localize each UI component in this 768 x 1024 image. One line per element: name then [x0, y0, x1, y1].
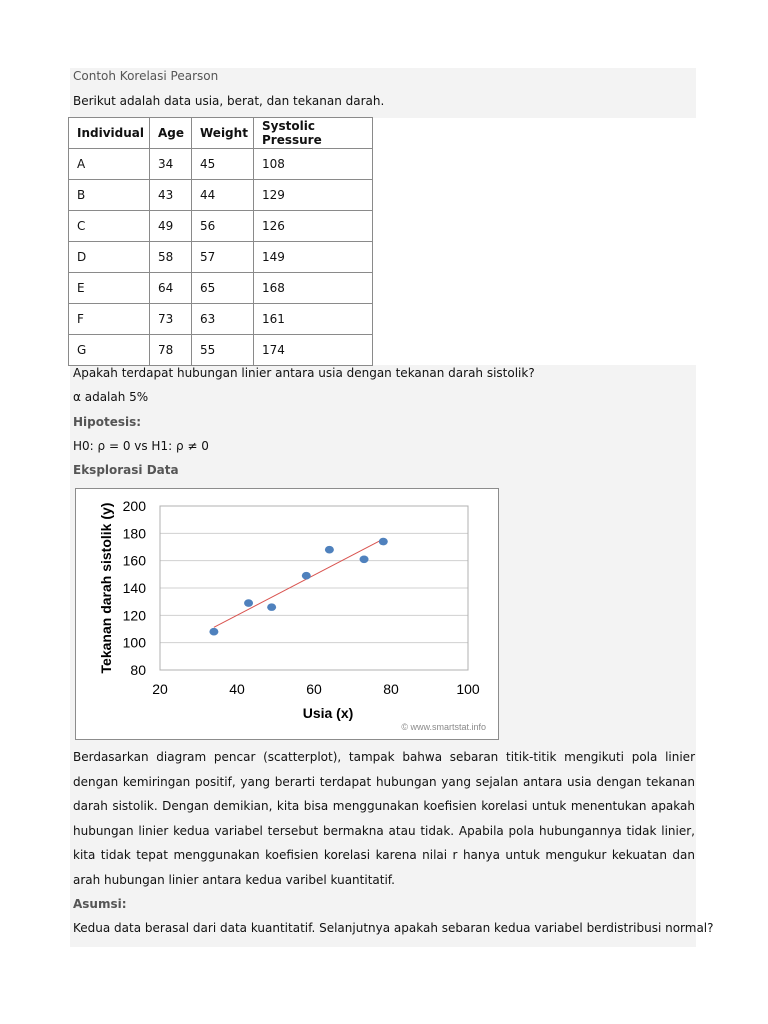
trend-line	[214, 539, 383, 627]
table-cell: 49	[150, 211, 192, 242]
table-cell: 56	[192, 211, 254, 242]
question-text: Apakah terdapat hubungan linier antara usia dengan tekanan darah sistolik?	[73, 366, 535, 380]
table-cell: A	[69, 149, 150, 180]
table-cell: 64	[150, 273, 192, 304]
table-cell: 78	[150, 335, 192, 366]
table-cell: 65	[192, 273, 254, 304]
scatter-chart-svg	[76, 489, 498, 739]
x-tick-label: 40	[229, 681, 245, 697]
x-tick-label: 60	[306, 681, 322, 697]
assumption-text: Kedua data berasal dari data kuantitatif. Selanjutnya apakah sebaran kedua variabel berdistribusi normal?	[73, 921, 714, 935]
exploration-heading: Eksplorasi Data	[73, 463, 179, 477]
table-cell: 149	[254, 242, 373, 273]
x-axis-label: Usia (x)	[302, 705, 354, 721]
table-cell: 63	[192, 304, 254, 335]
table-cell: G	[69, 335, 150, 366]
data-point	[302, 572, 311, 580]
table-cell: 43	[150, 180, 192, 211]
table-cell: 57	[192, 242, 254, 273]
watermark-text: © www.smartstat.info	[401, 722, 486, 732]
table-cell: C	[69, 211, 150, 242]
table-row	[69, 180, 373, 211]
x-tick-label: 80	[383, 681, 399, 697]
y-tick-labels	[123, 498, 147, 678]
x-tick-label: 20	[152, 681, 168, 697]
data-point	[360, 556, 369, 564]
data-point	[325, 546, 334, 554]
y-tick-label: 180	[122, 525, 146, 542]
table-cell: 126	[254, 211, 373, 242]
table-cell: 168	[254, 273, 373, 304]
column-header: Systolic Pressure	[254, 118, 373, 149]
table-cell: 44	[192, 180, 254, 211]
table-cell: 58	[150, 242, 192, 273]
data-point	[244, 599, 253, 607]
scatter-chart	[75, 488, 499, 740]
x-tick-label: 100	[456, 681, 480, 697]
table-cell: 174	[254, 335, 373, 366]
table-row	[69, 242, 373, 273]
table-cell: D	[69, 242, 150, 273]
y-tick-label: 200	[122, 498, 146, 514]
column-header: Individual	[69, 118, 150, 149]
x-tick-labels	[152, 681, 480, 697]
table-cell: B	[69, 180, 150, 211]
y-tick-label: 100	[122, 634, 146, 651]
table-cell: F	[69, 304, 150, 335]
y-tick-label: 120	[122, 607, 146, 624]
data-point	[209, 628, 218, 636]
table-cell: 161	[254, 304, 373, 335]
data-point	[379, 538, 388, 546]
table-row	[69, 304, 373, 335]
explanation-paragraph: Berdasarkan diagram pencar (scatterplot), tampak bahwa sebaran titik-titik mengikuti pola linier dengan kemiringan positif, yang berarti terdapat hubungan yang sejalan antara usia dengan tekanan darah sistolik. Dengan demikian, kita bisa menggunakan koefisien korelasi untuk menentukan apakah hubungan linier kedua variabel tersebut bermakna atau tidak. Apabila pola hubungannya tidak linier, kita tidak tepat menggunakan koefisien korelasi karena nilai r hanya untuk mengukur kekuatan dan arah hubungan linier antara kedua varibel kuantitatif.	[73, 750, 695, 887]
data-points	[209, 538, 387, 636]
page-title: Contoh Korelasi Pearson	[73, 69, 219, 83]
table-cell: 34	[150, 149, 192, 180]
gridlines	[160, 506, 468, 670]
y-tick-label: 140	[122, 580, 146, 596]
y-tick-label: 80	[130, 662, 146, 678]
table-cell: 55	[192, 335, 254, 366]
y-tick-label: 160	[122, 552, 146, 569]
y-axis-label: Tekanan darah sistolik (y)	[98, 502, 114, 674]
column-header: Age	[150, 118, 192, 149]
table-cell: 73	[150, 304, 192, 335]
intro-text: Berikut adalah data usia, berat, dan tekanan darah.	[73, 94, 385, 108]
table-cell: 45	[192, 149, 254, 180]
table-row	[69, 273, 373, 304]
assumption-heading: Asumsi:	[73, 897, 127, 911]
table-cell: 108	[254, 149, 373, 180]
data-table	[68, 117, 373, 366]
table-row	[69, 335, 373, 366]
data-point	[267, 603, 276, 611]
hypothesis-heading: Hipotesis:	[73, 415, 142, 429]
table-cell: E	[69, 273, 150, 304]
table-row	[69, 211, 373, 242]
alpha-text: α adalah 5%	[73, 390, 149, 404]
table-cell: 129	[254, 180, 373, 211]
hypothesis-text: H0: ρ = 0 vs H1: ρ ≠ 0	[73, 439, 209, 453]
table-row	[69, 149, 373, 180]
column-header: Weight	[192, 118, 254, 149]
table-header-row	[69, 118, 373, 149]
